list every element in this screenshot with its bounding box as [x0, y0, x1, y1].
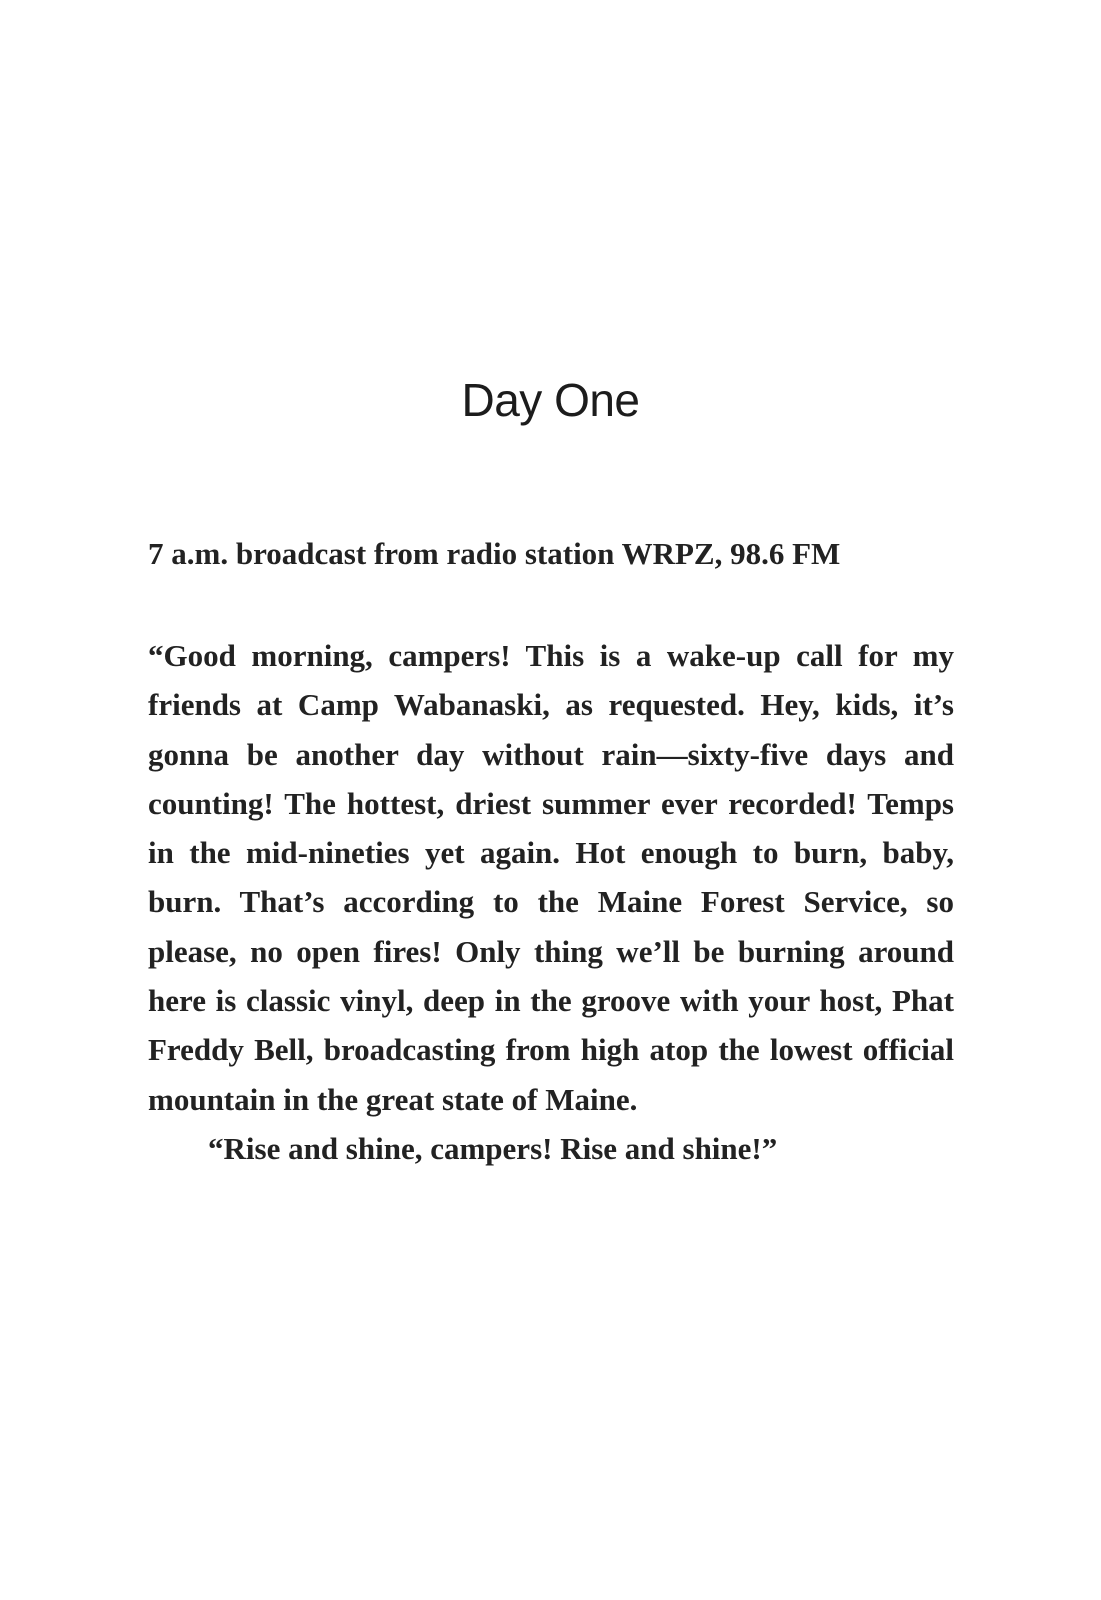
section-subheading: 7 a.m. broadcast from radio station WRPZ, 98.6 FM	[148, 536, 841, 571]
paragraph-rise-and-shine: “Rise and shine, campers! Rise and shine!”	[208, 1130, 778, 1166]
chapter-title: Day One	[461, 374, 640, 426]
paragraph-broadcast: “Good morning, campers! This is a wake-up call for my friends at Camp Wabanaski, as requested. Hey, kids, it’s gonna be another day without rain—sixty-five days and counting! The hottest, driest summer ever recorded! Temps in the mid-nineties yet again. Hot enough to burn, baby, burn. That’s according to the Maine Forest Service, so please, no open fires! Only thing we’ll be burning around here is classic vinyl, deep in the groove with your host, Phat Freddy Bell, broadcasting from high atop the lowest official mountain in the great state of Maine.	[148, 638, 954, 1117]
body-text	[148, 631, 954, 1173]
